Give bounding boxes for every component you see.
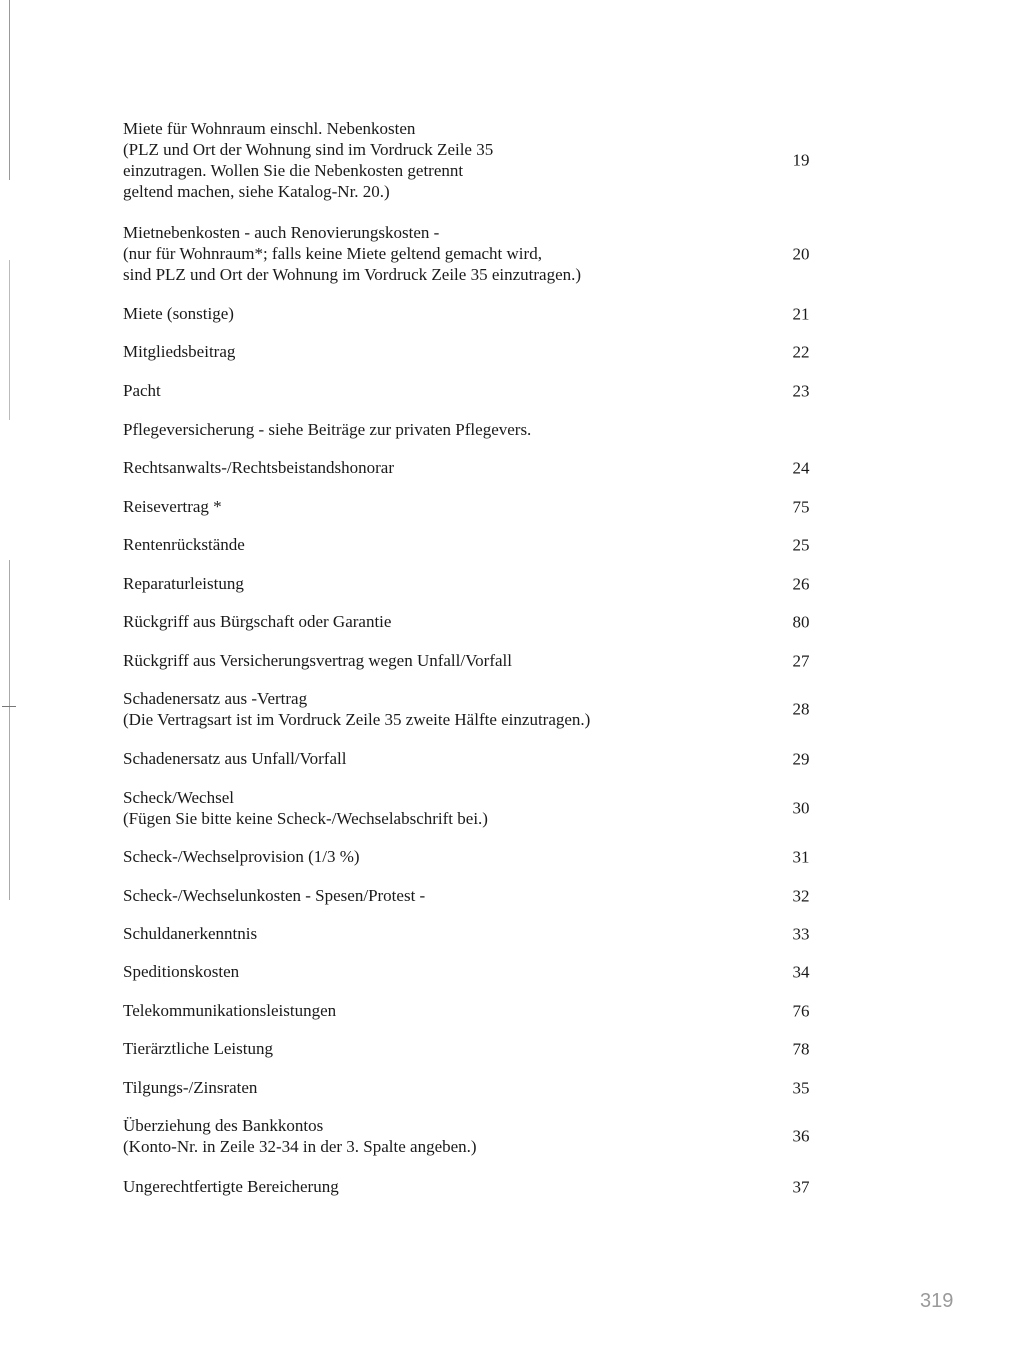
entry-line: Überziehung des Bankkontos <box>123 1116 324 1135</box>
entry-line: geltend machen, siehe Katalog-Nr. 20.) <box>123 182 390 201</box>
entry-text <box>123 303 763 324</box>
entry-text <box>123 573 763 594</box>
catalog-entry <box>123 787 823 829</box>
catalog-entry <box>123 846 823 867</box>
catalog-entry <box>123 885 823 906</box>
catalog-number: 25 <box>792 535 810 554</box>
entry-text <box>123 611 763 632</box>
entry-text <box>123 1176 763 1197</box>
entry-line: Scheck-/Wechselunkosten - Spesen/Protest - <box>123 886 426 905</box>
catalog-number: 35 <box>792 1078 810 1097</box>
entry-line: Tierärztliche Leistung <box>123 1039 273 1058</box>
entry-line: Rechtsanwalts-/Rechtsbeistandshonorar <box>123 458 394 477</box>
catalog-number: 78 <box>792 1039 810 1058</box>
entry-line: (Fügen Sie bitte keine Scheck-/Wechselabschrift bei.) <box>123 809 488 828</box>
entry-line: (nur für Wohnraum*; falls keine Miete geltend gemacht wird, <box>123 244 542 263</box>
catalog-number: 27 <box>792 651 810 670</box>
catalog-entry <box>123 341 823 362</box>
entry-text <box>123 1038 763 1059</box>
catalog-entry <box>123 303 823 324</box>
catalog-entry <box>123 534 823 555</box>
entry-line: einzutragen. Wollen Sie die Nebenkosten getrennt <box>123 161 464 180</box>
entry-text <box>123 1077 763 1098</box>
catalog-entry <box>123 1115 823 1157</box>
catalog-entry <box>123 1038 823 1059</box>
catalog-entry <box>123 118 823 202</box>
catalog-number: 76 <box>792 1001 810 1020</box>
entry-line: sind PLZ und Ort der Wohnung im Vordruck Zeile 35 einzutragen.) <box>123 265 582 284</box>
entry-text <box>123 885 763 906</box>
catalog-number: 26 <box>792 574 810 593</box>
entry-text <box>123 118 763 202</box>
catalog-entry <box>123 1176 823 1197</box>
entry-text <box>123 341 763 362</box>
catalog-number: 33 <box>792 924 810 943</box>
entry-text <box>123 961 763 982</box>
entry-line: Pflegeversicherung - siehe Beiträge zur privaten Pflegevers. <box>123 420 532 439</box>
catalog-number: 36 <box>792 1126 810 1146</box>
catalog-entry <box>123 573 823 594</box>
catalog-number: 32 <box>792 886 810 905</box>
catalog-entry <box>123 222 823 285</box>
entry-text <box>123 1000 763 1021</box>
entry-text <box>123 419 763 440</box>
catalog-number: 37 <box>792 1177 810 1196</box>
catalog-entry <box>123 611 823 632</box>
entry-line: Mitgliedsbeitrag <box>123 342 236 361</box>
entry-text <box>123 1115 763 1157</box>
entry-text <box>123 688 763 730</box>
entry-line: Scheck/Wechsel <box>123 788 234 807</box>
entry-line: Reparaturleistung <box>123 574 244 593</box>
entry-text <box>123 787 763 829</box>
catalog-number: 24 <box>792 458 810 477</box>
catalog-number: 29 <box>792 749 810 768</box>
catalog-number: 19 <box>792 150 810 170</box>
entry-line: Telekommunikationsleistungen <box>123 1001 337 1020</box>
catalog-entry <box>123 688 823 730</box>
catalog-entry <box>123 1000 823 1021</box>
entry-text <box>123 496 763 517</box>
catalog-entry <box>123 748 823 769</box>
catalog-number: 30 <box>792 798 810 818</box>
entry-line: (PLZ und Ort der Wohnung sind im Vordruck Zeile 35 <box>123 140 494 159</box>
catalog-entry <box>123 961 823 982</box>
scan-tick-mark <box>2 706 16 707</box>
entry-line: Reisevertrag * <box>123 497 222 516</box>
entry-line: Rentenrückstände <box>123 535 245 554</box>
catalog-entry <box>123 380 823 401</box>
catalog-number: 21 <box>792 304 810 323</box>
catalog-number: 28 <box>792 699 810 719</box>
entry-line: Pacht <box>123 381 161 400</box>
catalog-entry <box>123 496 823 517</box>
entry-line: (Konto-Nr. in Zeile 32-34 in der 3. Spalte angeben.) <box>123 1137 477 1156</box>
catalog-entry <box>123 650 823 671</box>
entry-line: Speditionskosten <box>123 962 240 981</box>
entry-line: Tilgungs-/Zinsraten <box>123 1078 258 1097</box>
entry-line: Miete für Wohnraum einschl. Nebenkosten <box>123 119 416 138</box>
entry-text <box>123 222 763 285</box>
entry-line: Schuldanerkenntnis <box>123 924 258 943</box>
catalog-number: 80 <box>792 612 810 631</box>
catalog-number: 34 <box>792 962 810 981</box>
catalog-number: 31 <box>792 847 810 866</box>
scan-edge-line <box>9 0 10 900</box>
catalog-entry <box>123 457 823 478</box>
catalog-number: 23 <box>792 381 810 400</box>
entry-line: Miete (sonstige) <box>123 304 234 323</box>
entry-text <box>123 650 763 671</box>
entry-text <box>123 748 763 769</box>
entry-text <box>123 457 763 478</box>
entry-text <box>123 846 763 867</box>
entry-line: (Die Vertragsart ist im Vordruck Zeile 35 zweite Hälfte einzutragen.) <box>123 710 591 729</box>
entry-line: Scheck-/Wechselprovision (1/3 %) <box>123 847 360 866</box>
entry-line: Rückgriff aus Versicherungsvertrag wegen Unfall/Vorfall <box>123 651 512 670</box>
entry-text <box>123 380 763 401</box>
entry-line: Schadenersatz aus -Vertrag <box>123 689 308 708</box>
entry-line: Ungerechtfertigte Bereicherung <box>123 1177 339 1196</box>
entry-line: Mietnebenkosten - auch Renovierungskosten - <box>123 223 440 242</box>
catalog-number: 22 <box>792 342 810 361</box>
page-number: 319 <box>920 1290 954 1312</box>
entry-line: Rückgriff aus Bürgschaft oder Garantie <box>123 612 392 631</box>
catalog-entry <box>123 923 823 944</box>
entry-text <box>123 534 763 555</box>
entry-text <box>123 923 763 944</box>
catalog-entry <box>123 419 823 440</box>
entry-line: Schadenersatz aus Unfall/Vorfall <box>123 749 347 768</box>
catalog-number: 75 <box>792 497 810 516</box>
catalog-entry <box>123 1077 823 1098</box>
catalog-number: 20 <box>792 244 810 263</box>
